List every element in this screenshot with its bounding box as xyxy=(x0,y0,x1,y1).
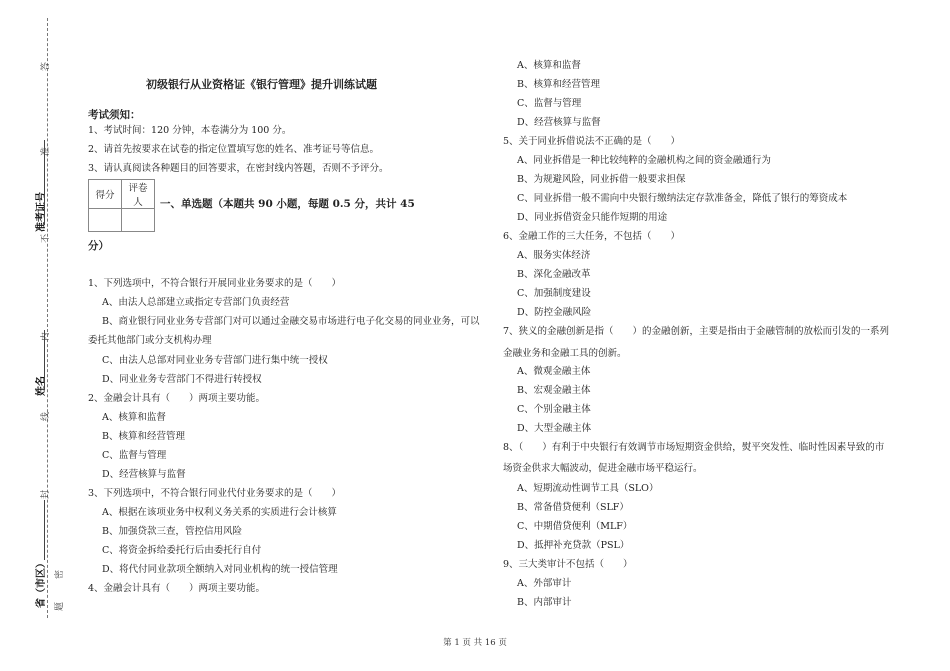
question-text: 5、关于同业拆借说法不正确的是（ ） xyxy=(503,136,681,147)
question-text: 6、金融工作的三大任务，不包括（ ） xyxy=(503,231,681,242)
answer-option: C、中期借贷便利（MLF） xyxy=(517,521,633,532)
answer-option: D、同业拆借资金只能作短期的用途 xyxy=(517,212,668,223)
answer-option: D、经营核算与监督 xyxy=(517,117,601,128)
answer-option: A、微观金融主体 xyxy=(517,366,591,377)
question-text: 3、下列选项中，不符合银行同业代付业务要求的是（ ） xyxy=(88,488,342,499)
answer-option: B、加强贷款三查，管控信用风险 xyxy=(102,526,242,537)
answer-option: B、核算和经营管理 xyxy=(102,431,185,442)
question-text: 4、金融会计具有（ ）两项主要功能。 xyxy=(88,583,266,594)
answer-option: D、防控金融风险 xyxy=(517,307,592,318)
section-title-cont: 分） xyxy=(88,240,109,252)
seal-char: 题 xyxy=(55,601,66,612)
answer-option: B、常备借贷便利（SLF） xyxy=(517,502,629,513)
seal-char: 答 xyxy=(41,61,52,72)
answer-option: B、内部审计 xyxy=(517,597,572,608)
notice-item: 2、请首先按要求在试卷的指定位置填写您的姓名、准考证号等信息。 xyxy=(88,144,380,155)
answer-option: D、将代付同业款项全额纳入对同业机构的统一授信管理 xyxy=(102,564,338,575)
name-fill-line xyxy=(44,330,45,390)
answer-option: C、将资金拆给委托行后由委托行自付 xyxy=(102,545,262,556)
question-text: 委托其他部门或分支机构办理 xyxy=(88,335,212,346)
question-text: 2、金融会计具有（ ）两项主要功能。 xyxy=(88,393,266,404)
answer-option: B、商业银行同业业务专营部门对可以通过金融交易市场进行电子化交易的同业业务，可以 xyxy=(102,316,480,327)
question-text: 9、三大类审计不包括（ ） xyxy=(503,559,633,570)
answer-option: A、服务实体经济 xyxy=(517,250,591,261)
seal-char: 封 xyxy=(41,489,52,500)
answer-option: D、大型金融主体 xyxy=(517,423,592,434)
notice-item: 3、请认真阅读各种题目的回答要求，在密封线内答题，否则不予评分。 xyxy=(88,163,389,174)
question-text: 场资金供求大幅波动，促进金融市场平稳运行。 xyxy=(503,463,703,474)
seal-char: 准 xyxy=(41,146,52,157)
seal-char: 内 xyxy=(41,331,52,342)
candidate-number-fill-line xyxy=(44,140,45,225)
notice-heading: 考试须知： xyxy=(88,109,141,121)
grader-header: 评卷人 xyxy=(122,180,155,209)
grader-cell xyxy=(122,209,155,232)
answer-option: A、由法人总部建立或指定专营部门负责经营 xyxy=(102,297,290,308)
answer-option: B、核算和经营管理 xyxy=(517,79,600,90)
score-cell xyxy=(89,209,122,232)
question-text: 7、狭义的金融创新是指（ ）的金融创新，主要是指由于金融管制的放松而引发的一系列 xyxy=(503,326,890,337)
notice-item: 1、考试时间：120 分钟，本卷满分为 100 分。 xyxy=(88,125,292,136)
province-fill-line xyxy=(44,500,45,560)
section-title: 一、单选题（本题共 90 小题，每题 0.5 分，共计 45 xyxy=(160,198,415,210)
answer-option: C、同业拆借一般不需向中央银行缴纳法定存款准备金，降低了银行的筹资成本 xyxy=(517,193,848,204)
answer-option: D、同业业务专营部门不得进行转授权 xyxy=(102,374,262,385)
answer-option: A、核算和监督 xyxy=(102,412,166,423)
province-label: 省（市区） xyxy=(36,558,47,608)
question-text: 8、（ ）有利于中央银行有效调节市场短期资金供给，熨平突发性、临时性因素导致的市 xyxy=(503,442,885,453)
answer-option: B、深化金融改革 xyxy=(517,269,591,280)
answer-option: C、监督与管理 xyxy=(102,450,167,461)
answer-option: C、监督与管理 xyxy=(517,98,582,109)
seal-char: 线 xyxy=(41,411,52,422)
answer-option: D、经营核算与监督 xyxy=(102,469,186,480)
name-label: 姓名 xyxy=(36,376,47,396)
answer-option: D、抵押补充贷款（PSL） xyxy=(517,540,630,551)
seal-char: 不 xyxy=(41,233,52,244)
question-text: 1、下列选项中，不符合银行开展同业业务要求的是（ ） xyxy=(88,278,342,289)
answer-option: C、加强制度建设 xyxy=(517,288,591,299)
answer-option: B、宏观金融主体 xyxy=(517,385,591,396)
answer-option: A、根据在该项业务中权利义务关系的实质进行会计核算 xyxy=(102,507,337,518)
answer-option: B、为规避风险，同业拆借一般要求担保 xyxy=(517,174,686,185)
page-footer: 第 1 页 共 16 页 xyxy=(443,638,507,648)
seal-char: 密 xyxy=(55,569,66,580)
answer-option: A、同业拆借是一种比较纯粹的金融机构之间的资金融通行为 xyxy=(517,155,771,166)
answer-option: A、短期流动性调节工具（SLO） xyxy=(517,483,659,494)
score-header: 得分 xyxy=(89,180,122,209)
question-text: 金融业务和金融工具的创新。 xyxy=(503,348,627,359)
answer-option: A、核算和监督 xyxy=(517,60,581,71)
answer-option: C、个别金融主体 xyxy=(517,404,591,415)
answer-option: C、由法人总部对同业业务专营部门进行集中统一授权 xyxy=(102,355,328,366)
score-table xyxy=(88,179,155,232)
answer-option: A、外部审计 xyxy=(517,578,572,589)
exam-title: 初级银行从业资格证《银行管理》提升训练试题 xyxy=(146,78,377,91)
seal-dashed-line xyxy=(47,18,48,618)
candidate-number-label: 准考证号 xyxy=(36,192,47,232)
